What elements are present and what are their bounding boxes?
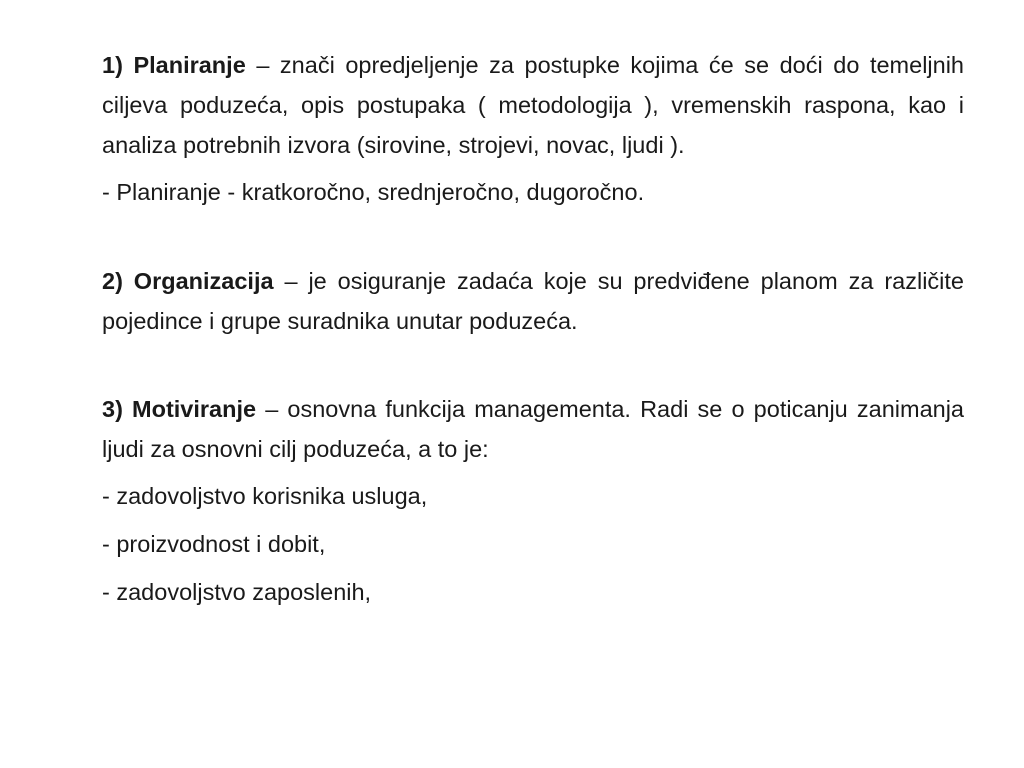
planning-text: – znači opredjeljenje za postupke kojima će se doći do temeljnih ciljeva poduzeća, opis postupaka ( metodologija ), vremenskih raspona, kao i analiza potrebnih izvora (sirovine, strojevi, novac, ljudi ). <box>102 52 964 158</box>
planning-note: - Planiranje - kratkoročno, srednjeročno, dugoročno. <box>102 179 645 205</box>
organization-text: – je osiguranje zadaća koje su predviđene planom za različite pojedince i grupe suradnika unutar poduzeća. <box>102 268 964 334</box>
motivation-paragraph <box>102 389 964 469</box>
slide-content <box>102 45 964 612</box>
motivation-label: 3) Motiviranje <box>102 396 257 422</box>
list-item: - zadovoljstvo korisnika usluga, <box>102 483 428 509</box>
planning-paragraph <box>102 45 964 165</box>
motivation-text: – osnovna funkcija managementa. Radi se o poticanju zanimanja ljudi za osnovni cilj poduzeća, a to je: <box>102 396 964 462</box>
organization-paragraph <box>102 261 964 341</box>
organization-label: 2) Organizacija <box>102 268 274 294</box>
list-item: - zadovoljstvo zaposlenih, <box>102 579 372 605</box>
planning-label: 1) Planiranje <box>102 52 246 78</box>
list-item: - proizvodnost i dobit, <box>102 531 326 557</box>
motivation-list <box>102 476 964 612</box>
